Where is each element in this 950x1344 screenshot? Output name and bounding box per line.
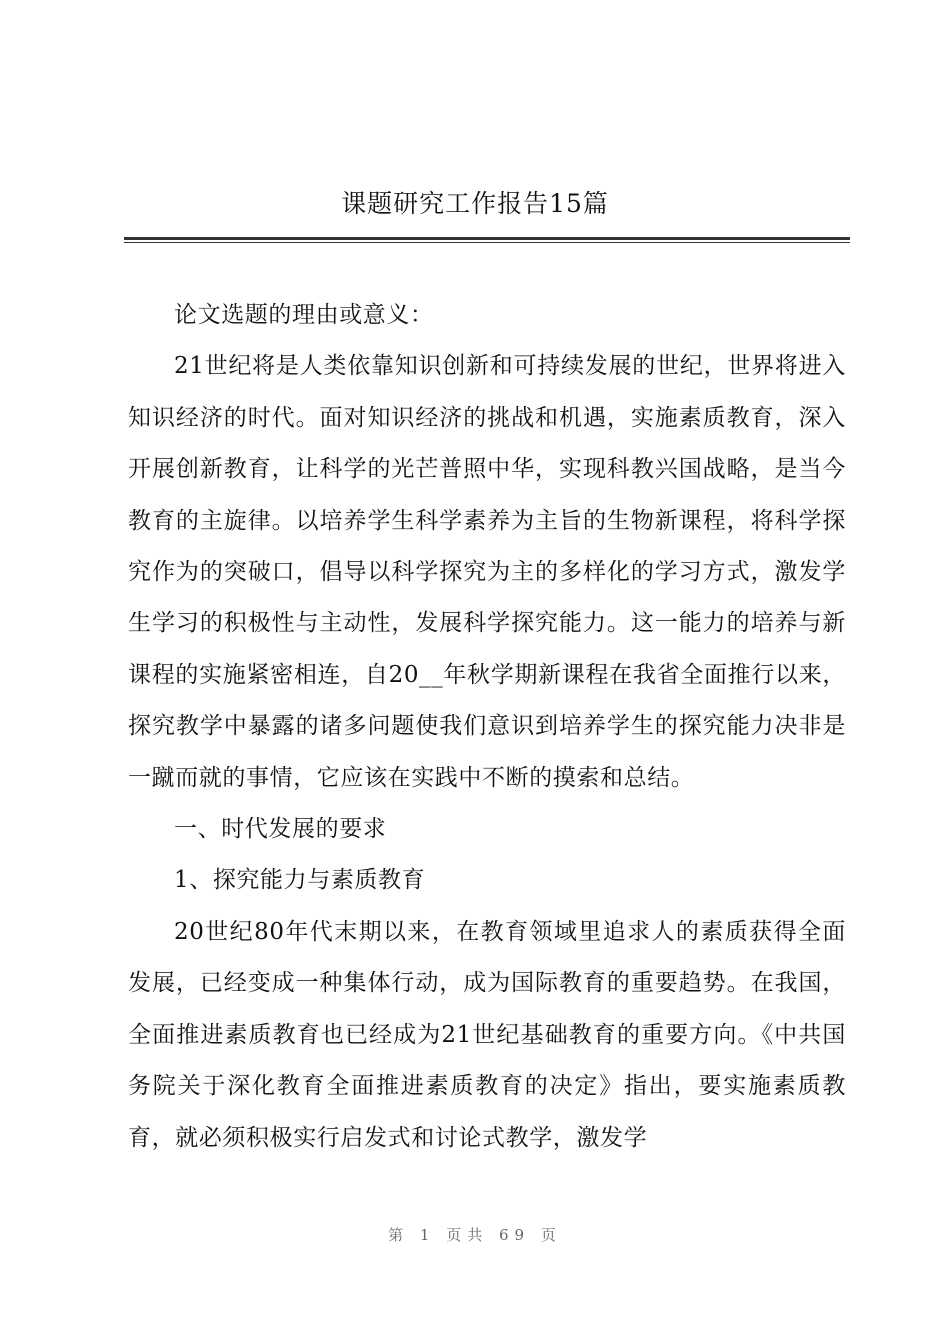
paragraph-intro: 21世纪将是人类依靠知识创新和可持续发展的世纪，世界将进入知识经济的时代。面对知识经济的挑战和机遇，实施素质教育，深入开展创新教育，让科学的光芒普照中华，实现科教兴国战略，是当今教育的主旋律。以培养学生科学素养为主旨的生物新课程，将科学探究作为的突破口，倡导以科学探究为主的多样化的学习方式，激发学生学习的积极性与主动性，发展科学探究能力。这一能力的培养与新课程的实施紧密相连，自20__年秋学期新课程在我省全面推行以来，探究教学中暴露的诸多问题使我们意识到培养学生的探究能力决非是一蹴而就的事情，它应该在实践中不断的摸索和总结。 bbox=[128, 353, 846, 791]
document-body bbox=[128, 290, 846, 1164]
section-heading-1: 一、时代发展的要求 bbox=[174, 816, 387, 843]
title-divider-thick bbox=[124, 237, 850, 240]
page-footer: 第 1 页共 69 页 bbox=[388, 1226, 562, 1244]
paragraph-topic-reason: 论文选题的理由或意义： bbox=[174, 302, 434, 328]
document-title: 课题研究工作报告15篇 bbox=[341, 189, 609, 218]
subsection-heading-1-1: 1、探究能力与素质教育 bbox=[174, 867, 426, 894]
paragraph-quality-education: 20世纪80年代末期以来，在教育领域里追求人的素质获得全面发展，已经变成一种集体行动，成为国际教育的重要趋势。在我国，全面推进素质教育也已经成为21世纪基础教育的重要方向。《中共国务院关于深化教育全面推进素质教育的决定》指出，要实施素质教育，就必须积极实行启发式和讨论式教学，激发学 bbox=[128, 918, 846, 1151]
title-divider-thin bbox=[124, 242, 850, 243]
